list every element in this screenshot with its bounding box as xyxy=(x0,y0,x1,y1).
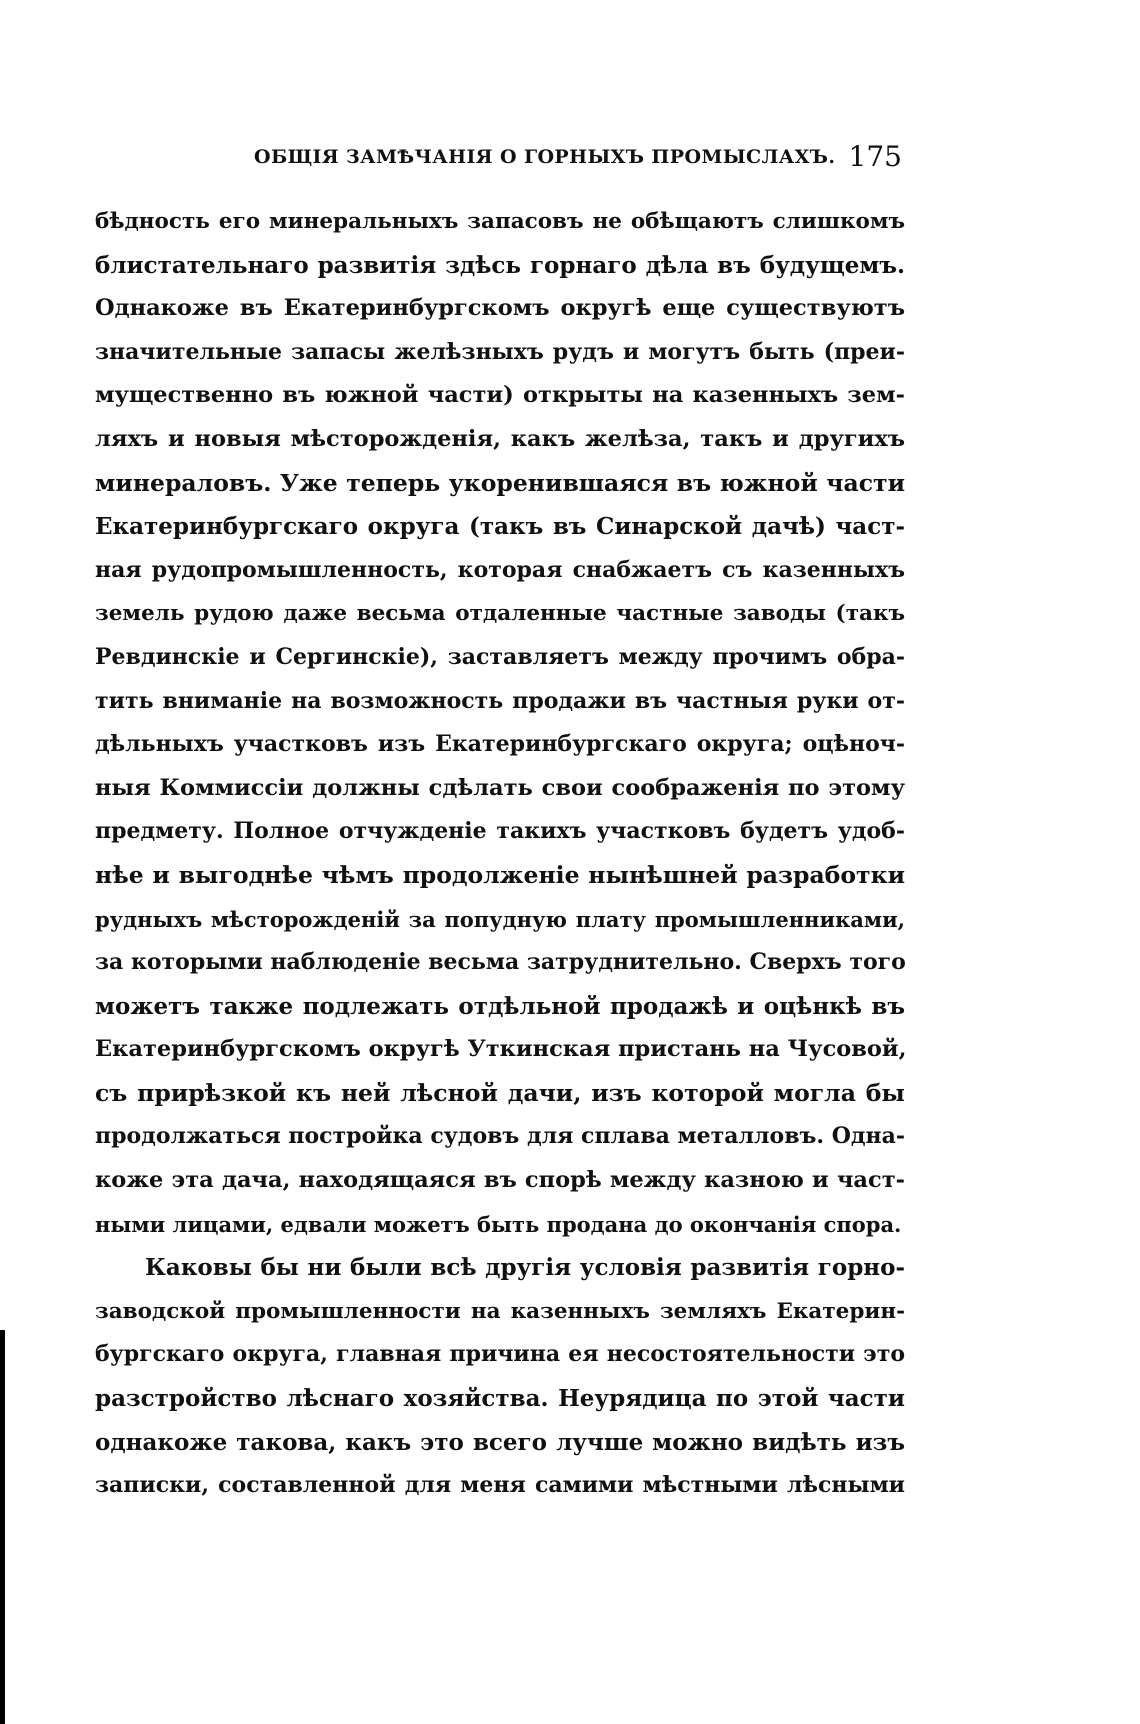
text-line: бургскаго округа, главная причина ея несостоятельности это xyxy=(95,1341,905,1368)
text-line: Ревдинскіе и Сергинскіе), заставляетъ между прочимъ обра- xyxy=(95,643,905,670)
page-header xyxy=(92,140,902,180)
text-line: ная рудопромышленность, которая снабжаетъ съ казенныхъ xyxy=(95,556,905,583)
text-line: можетъ также подлежать отдѣльной продажѣ и оцѣнкѣ въ xyxy=(95,992,905,1020)
text-line: значительные запасы желѣзныхъ рудъ и могутъ быть (преи- xyxy=(95,338,905,365)
text-line: за которыми наблюденіе весьма затруднительно. Сверхъ того xyxy=(95,949,906,976)
text-line: записки, составленной для меня самими мѣстными лѣсными xyxy=(95,1472,905,1499)
text-line: рудныхъ мѣсторожденій за попудную плату промышленниками, xyxy=(95,906,905,932)
text-line: Однакоже въ Екатеринбургскомъ округѣ еще существуютъ xyxy=(95,295,905,322)
text-line: ными лицами, едвали можетъ быть продана до окончанія спора. xyxy=(95,1211,902,1237)
text-line: ляхъ и новыя мѣсторожденія, какъ желѣза, такъ и другихъ xyxy=(95,425,905,452)
text-line: бѣдность его минеральныхъ запасовъ не обѣщаютъ слишкомъ xyxy=(95,209,905,234)
text-line: Екатеринбургскомъ округѣ Уткинская пристань на Чусовой, xyxy=(95,1036,907,1063)
text-line: дѣльныхъ участковъ изъ Екатеринбургскаго округа; оцѣноч- xyxy=(95,731,905,758)
text-line: продолжаться постройка судовъ для сплава металловъ. Одна- xyxy=(95,1123,906,1150)
running-head: ОБЩІЯ ЗАМѢЧАНІЯ О ГОРНЫХЪ ПРОМЫСЛАХЪ. xyxy=(254,146,836,168)
text-line: предмету. Полное отчужденіе такихъ участковъ будетъ удоб- xyxy=(95,818,905,845)
text-line: минераловъ. Уже теперь укоренившаяся въ южной части xyxy=(95,468,905,497)
text-line: мущественно въ южной части) открыты на казенныхъ зем- xyxy=(95,382,905,409)
text-line: ныя Коммиссіи должны сдѣлать свои соображенія по этому xyxy=(95,774,905,801)
text-line: блистательнаго развитія здѣсь горнаго дѣла въ будущемъ. xyxy=(95,251,905,279)
text-line: нѣе и выгоднѣе чѣмъ продолженіе нынѣшней разработки xyxy=(95,860,905,889)
text-line: разстройство лѣснаго хозяйства. Неурядица по этой части xyxy=(95,1385,905,1413)
text-line: однакоже такова, какъ это всего лучше можно видѣть изъ xyxy=(95,1428,905,1456)
text-line: коже эта дача, находящаяся въ спорѣ между казною и част- xyxy=(95,1167,905,1194)
text-line: Екатеринбургскаго округа (такъ въ Синарской дачѣ) част- xyxy=(95,513,905,541)
text-line: заводской промышленности на казенныхъ земляхъ Екатерин- xyxy=(95,1298,905,1324)
page-number: 175 xyxy=(848,140,902,173)
text-line: съ прирѣзкой къ ней лѣсной дачи, изъ которой могла бы xyxy=(95,1078,905,1107)
body-text xyxy=(95,200,905,1508)
scan-edge-rule xyxy=(0,1330,5,1724)
text-line: тить вниманіе на возможность продажи въ частныя руки от- xyxy=(95,687,905,714)
text-line: Каковы бы ни были всѣ другія условія развитія горно- xyxy=(145,1254,905,1282)
text-line: земель рудою даже весьма отдаленные частные заводы (такъ xyxy=(95,601,905,627)
